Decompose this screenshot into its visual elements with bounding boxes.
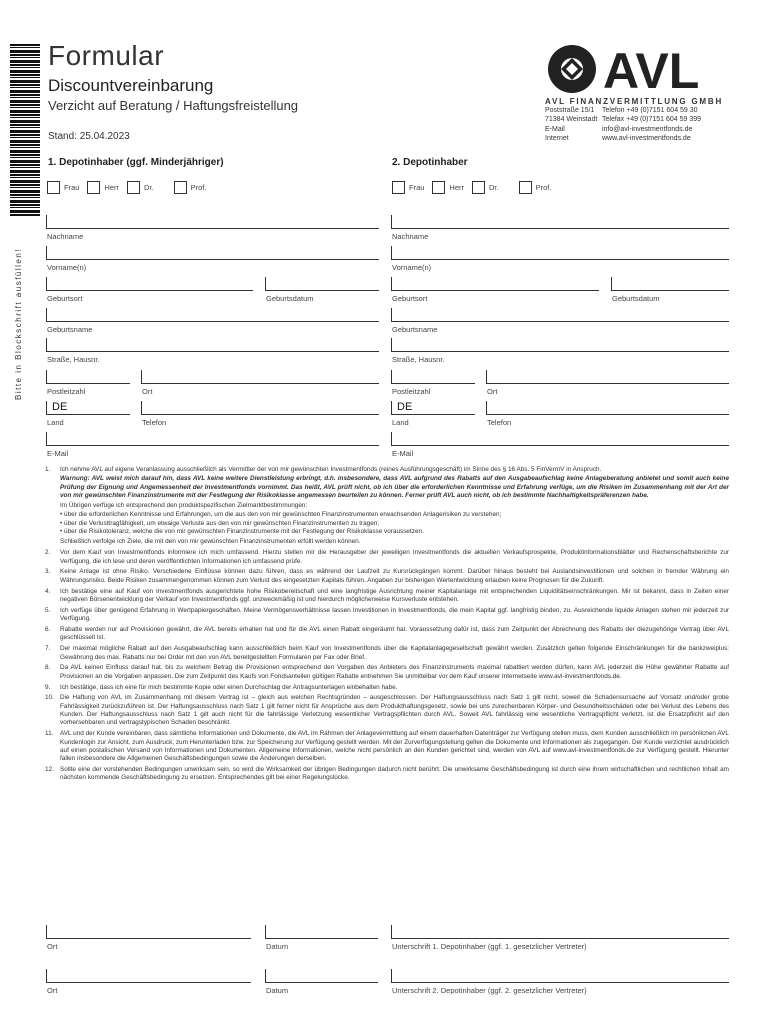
signature-datum-input-2[interactable] [265, 969, 378, 983]
field-label: E-Mail [47, 449, 69, 458]
form-date: Stand: 25.04.2023 [48, 131, 130, 142]
barcode [10, 44, 40, 216]
checkbox[interactable] [47, 181, 60, 194]
field-label: Geburtsort [47, 294, 83, 303]
term-item: 7. Der maximal mögliche Rabatt auf den Ausgabeaufschlag kann ausschließlich beim Kauf von Investmentfonds über die Kapitalanlagegesellschaft gewährt werden. Zusätzlich gelten folgende Einschränkungen für die bankzweiplus: Gewährung des max. Rabatts nur bei Order mit den von AVL bereitgestellten Formularen per Fax oder Brief. [45, 645, 729, 661]
field-label: Vorname(n) [392, 263, 432, 272]
checkbox[interactable] [432, 181, 445, 194]
term-item: 2. Vor dem Kauf von Investmentfonds informiere ich mich umfassend. Hierzu stellen mir die Herausgeber der jeweiligen Investmentfonds die aktuellen Verkaufsprospekte, Produktinformationsblätter und Rechenschaftsberichte zur Verfügung, die ich lese und deren veröffentlichten Informationen ich umfassend prüfe. [45, 549, 729, 565]
geburtsort-input-1[interactable] [46, 277, 253, 291]
avl-logo [545, 42, 730, 96]
term-item: 1. Ich nehme AVL auf eigene Veranlassung ausschließlich als Vermittler der von mir gewünschten Investmentfonds (reines Ausführungsgeschäft) im Sinne des § 16 Abs. 5 FinVermV in Anspruch. Warnung: AVL weist mich darauf hin, dass AVL keine weitere Dienstleistung erbringt, d.h. insbesondere, dass AVL aufgrund des Rabatts auf den Ausgabeaufschlag keine Anlageberatung anbietet und somit auch keine Prüfung der Eignung und Angemessenheit der Investmentfonds vornimmt. Das heißt, AVL prüft nicht, ob ich über die erforderlichen Kenntnisse und Erfahrung verfüge, um die Risiken im Zusammenhang mit der Art der von mir gewünschten Finanzinstrumente mit der Festlegung der Risikoklasse angemessen beurteilen zu können. Ferner prüft AVL auch nicht, ob ich bestimmte Nachhaltigkeitspräferenzen habe. Im Übrigen verfüge ich entsprechend den produktspezifischen Zielmarktbestimmungen: • über die erforderlichen Kenntnisse und Erfahrungen, um die aus den von mir gewünschten Finanzinstrumenten erwachsenden Anlagerisiken zu verstehen; • über die Verlusttragfähigkeit, um etwaige Verluste aus den von mir gewünschten Finanzinstrumenten zu tragen; • über die Risikotoleranz, welche die von mir gewünschten Finanzinstrumente mit der Festlegung der Risikoklasse voraussetzen. Schließlich verfolge ich Ziele, die mit den von mir gewünschten Finanzinstrumenten erfüllt werden können. [45, 466, 729, 547]
geburtsdatum-input-1[interactable] [265, 277, 379, 291]
term-item: 12. Sollte eine der vorstehenden Bedingungen unwirksam sein, so wird die Wirksamkeit der übrigen Bedingungen dadurch nicht berührt. Die unwirksame Geschäftsbedingung ist durch eine ihrem wirtschaftlichen und rechtlichen Inhalt am nächsten kommende Geschäftsbedingung zu ersetzen. Entsprechendes gilt bei einer Regelungslücke. [45, 766, 729, 782]
vorname-input-1[interactable] [46, 246, 379, 260]
salutation-group-1 [47, 181, 214, 194]
strasse-input-1[interactable] [46, 338, 379, 352]
term-text: Die Haftung von AVL im Zusammenhang mit diesem Vertrag ist – gleich aus welchen Rechtsgründen – ausgeschlossen. Der Haftungsausschluss nach Satz 1 gilt nicht, soweit die Schadensursache auf Vorsatz und/oder grobe Fahrlässigkeit zurückzuführen ist. Der Haftungsausschluss nach Satz 1 gilt ferner nicht für Ansprüche aus dem Produkthaftungsgesetz, sowie bei uns zurechenbaren Körper- und Gesundheitsschäden oder bei Verlust des Lebens des Kunden. Der Haftungsausschluss nach Satz 1 gilt auch nicht für die fahrlässige Verletzung wesentlicher Vertragspflichten durch AVL. Soweit AVL fahrlässig eine wesentliche Vertragspflicht verletzt, ist die Ersatzpflicht auf den vorhersehbaren und vertragstypischen Schaden beschränkt. [60, 694, 729, 727]
geburtsdatum-input-2[interactable] [611, 277, 729, 291]
plz-input-2[interactable] [391, 370, 475, 384]
salutation-prof-2[interactable]: Prof. [519, 181, 552, 194]
salutation-frau-1[interactable]: Frau [47, 181, 79, 194]
ort-input-1[interactable] [141, 370, 379, 384]
term-bullet: • über die Verlusttragfähigkeit, um etwaige Verluste aus den von mir gewünschten Finanzinstrumenten zu tragen; [60, 520, 729, 528]
field-label: Ort [47, 986, 58, 995]
geburtsname-input-1[interactable] [46, 308, 379, 322]
ort-input-2[interactable] [486, 370, 729, 384]
address-value: Telefon +49 (0)7151 604 59 30 [602, 107, 698, 114]
land-value-1: DE [52, 401, 68, 413]
checkbox[interactable] [127, 181, 140, 194]
checkbox[interactable] [392, 181, 405, 194]
address-value: www.avl-investmentfonds.de [602, 135, 691, 143]
side-note: Bitte in Blockschrift ausfüllen! [14, 247, 23, 400]
geburtsort-input-2[interactable] [391, 277, 599, 291]
field-label: Geburtsort [392, 294, 428, 303]
field-label: E-Mail [392, 449, 414, 458]
address-label: Poststraße 15/1 [545, 107, 595, 114]
telefon-input-2[interactable] [486, 401, 729, 415]
signature-1-input[interactable] [391, 925, 729, 939]
nachname-input-1[interactable] [46, 215, 379, 229]
field-label: Unterschrift 1. Depotinhaber (ggf. 1. gesetzlicher Vertreter) [392, 942, 587, 951]
checkbox[interactable] [519, 181, 532, 194]
term-outro: Schließlich verfolge ich Ziele, die mit den von mir gewünschten Finanzinstrumenten erfüllt werden können. [60, 538, 361, 546]
strasse-input-2[interactable] [391, 338, 729, 352]
page-subtitle: Verzicht auf Beratung / Haftungsfreistellung [48, 98, 299, 113]
avl-logo-icon [548, 45, 596, 93]
field-label: Unterschrift 2. Depotinhaber (ggf. 2. gesetzlicher Vertreter) [392, 986, 587, 995]
field-label: Nachname [47, 232, 84, 241]
address-label: 71384 Weinstadt [545, 116, 598, 124]
salutation-herr-1[interactable]: Herr [87, 181, 119, 194]
term-warning: Warnung: AVL weist mich darauf hin, dass AVL keine weitere Dienstleistung erbringt, d.h. insbesondere, dass AVL aufgrund des Rabatts auf den Ausgabeaufschlag keine Anlageberatung anbietet und somit auch keine Prüfung der Eignung und Angemessenheit der Investmentfonds vornimmt. Das heißt, AVL prüft nicht, ob ich über die erforderlichen Kenntnisse und Erfahrung verfüge, um die Risiken im Zusammenhang mit der Art der von mir gewünschten Finanzinstrumente mit der Festlegung der Risikoklasse angemessen beurteilen zu können. Ferner prüft AVL auch nicht, ob ich bestimmte Nachhaltigkeitspräferenzen habe. [60, 475, 729, 499]
field-label: Land [392, 418, 409, 427]
checkbox[interactable] [472, 181, 485, 194]
signature-ort-input-1[interactable] [46, 925, 251, 939]
field-label: Straße, Hausnr. [47, 355, 100, 364]
field-label: Geburtsname [47, 325, 93, 334]
address-label: E-Mail [545, 125, 565, 133]
field-label: Geburtsdatum [612, 294, 660, 303]
salutation-dr-2[interactable]: Dr. [472, 181, 499, 194]
term-item: 9. Ich bestätige, dass ich eine für mich bestimmte Kopie oder einen Durchschlag der Antragsunterlagen einbehalten habe. [45, 684, 729, 692]
term-item: 6. Rabatte werden nur auf Provisionen gewährt, die AVL bereits erhalten hat und für die AVL einen Rabatt eingeräumt hat. Voraussetzung dafür ist, dass zum Zeitpunkt der Abrechnung des Rabatts der diezugehörige Vertrag über AVL geschlüsselt ist. [45, 626, 729, 642]
address-label: Internet [545, 135, 569, 143]
telefon-input-1[interactable] [141, 401, 379, 415]
plz-input-1[interactable] [46, 370, 130, 384]
nachname-input-2[interactable] [391, 215, 729, 229]
term-text: Rabatte werden nur auf Provisionen gewährt, die AVL bereits erhalten hat und für die AVL einen Rabatt eingeräumt hat. Voraussetzung dafür ist, dass zum Zeitpunkt der Abrechnung des Rabatts der diezugehörige Vertrag über AVL geschlüsselt ist. [60, 626, 729, 642]
page-title: Discountvereinbarung [48, 76, 214, 95]
checkbox[interactable] [87, 181, 100, 194]
term-item: 8. Da AVL keinen Einfluss darauf hat, bis zu welchem Betrag die Provisionen entsprechend den Vorgaben des Anbieters des Finanzinstruments maximal rabattiert werden dürfen, kann AVL jederzeit die Höhe gewährter Rabatte auf Provisionen an die Vorgaben anpassen. Die zum Zeitpunkt des Kaufs von Fondsanteilen gültigen Rabatte entnehmen Sie unmittelbar vor dem Kauf unserer Internetseite www.avl-investmentfonds.de. [45, 664, 729, 680]
field-label: Datum [266, 942, 289, 951]
term-item: 5. Ich verfüge über genügend Erfahrung in Wertpapiergeschäften. Meine Vermögensverhältnisse lassen Investitionen in Investmentfonds, die mein Kapital ggf. langfristig binden, zu. Ausreichende liquide Anlagen stehen mir jederzeit zur Verfügung. [45, 606, 729, 623]
land-value-2: DE [397, 401, 413, 413]
field-label: Land [47, 418, 64, 427]
term-text: Keine Anlage ist ohne Risiko. Verschiedene Einflüsse können dazu führen, dass es während der Laufzeit zu Kursrückgängen kommt. Darüber hinaus besteht bei Auslandsinvestitionen und solchen in fremder Währung ein Währungsrisiko. Beide Risiken zusammengenommen können zum Verlust des eingesetzten Kapitals führen. Angaben zur bisherigen Wertentwicklung erlauben keine Prognosen für die Zukunft. [60, 568, 729, 584]
term-text: AVL und der Kunde vereinbaren, dass sämtliche Informationen und Dokumente, die AVL im Rahmen der Anlagevermittlung auf einem dauerhaften Datenträger zur Verfügung stellen muss, dem Kunden ausschließlich im persönlichen AVL Kundenlogin zur Ansicht, zum Ausdruck, zum Herunterladen bzw. zur Speicherung zur Verfügung gestellt werden. Mit der Zurverfügungstellung gelten die Dokumente und Informationen als zugegangen. Der Kunde verzichtet ausdrücklich auf einen postalischen Versand von Informationen und Dokumenten. Allgemeine Informationen, welche nicht persönlich an den Kunden gerichtet sind, werden von AVL auf www.avl-investmentfonds.de zur Verfügung gestellt. Hierunter fallen insbesondere die Allgemeinen Geschäftsbedingungen sowie die Änderungen derselben. [60, 730, 729, 763]
address-value: Telefax +49 (0)7151 604 59 399 [602, 116, 702, 124]
term-item: 3. Keine Anlage ist ohne Risiko. Verschiedene Einflüsse können dazu führen, dass es während der Laufzeit zu Kursrückgängen kommt. Darüber hinaus besteht bei Auslandsinvestitionen und solchen in fremder Währung ein Währungsrisiko. Beide Risiken zusammengenommen können zum Verlust des eingesetzten Kapitals führen. Angaben zur bisherigen Wertentwicklung erlauben keine Prognosen für die Zukunft. [45, 568, 729, 584]
signature-datum-input-1[interactable] [265, 925, 378, 939]
terms-list [45, 466, 729, 785]
salutation-group-2 [392, 181, 559, 194]
avl-logo-text: AVL [603, 43, 700, 96]
signature-ort-input-2[interactable] [46, 969, 251, 983]
field-label: Geburtsname [392, 325, 438, 334]
term-item: 10. Die Haftung von AVL im Zusammenhang mit diesem Vertrag ist – gleich aus welchen Rechtsgründen – ausgeschlossen. Der Haftungsausschluss nach Satz 1 gilt nicht, soweit die Schadensursache auf Vorsatz und/oder grobe Fahrlässigkeit zurückzuführen ist. Der Haftungsausschluss nach Satz 1 gilt ferner nicht für Ansprüche aus dem Produkthaftungsgesetz, sowie bei uns zurechenbaren Körper- und Gesundheitsschäden oder bei Verlust des Lebens des Kunden. Der Haftungsausschluss nach Satz 1 gilt auch nicht für die fahrlässige Verletzung wesentlicher Vertragspflichten durch AVL. Soweit AVL fahrlässig eine wesentliche Vertragspflicht verletzt, ist die Ersatzpflicht auf den vorhersehbaren und vertragstypischen Schaden beschränkt. [45, 694, 729, 727]
term-intro: Im Übrigen verfüge ich entsprechend den produktspezifischen Zielmarktbestimmungen: [60, 502, 308, 510]
term-text: Sollte eine der vorstehenden Bedingungen unwirksam sein, so wird die Wirksamkeit der übrigen Bedingungen dadurch nicht berührt. Die unwirksame Geschäftsbedingung ist durch eine ihrem wirtschaftlichen und rechtlichen Inhalt am nächsten kommende Geschäftsbedingung zu ersetzen. Entsprechendes gilt bei einer Regelungslücke. [60, 766, 729, 782]
salutation-dr-1[interactable]: Dr. [127, 181, 154, 194]
salutation-frau-2[interactable]: Frau [392, 181, 424, 194]
section-2-title: 2. Depotinhaber [392, 157, 468, 168]
form-label: Formular [48, 40, 165, 71]
term-text: Ich bestätige, dass ich eine für mich bestimmte Kopie oder einen Durchschlag der Antragsunterlagen einbehalten habe. [60, 683, 398, 691]
field-label: Ort [47, 942, 58, 951]
term-bullet: • über die erforderlichen Kenntnisse und Erfahrungen, um die aus den von mir gewünschten Finanzinstrumenten erwachsenden Anlagerisiken zu verstehen; [60, 511, 729, 519]
term-bullet: • über die Risikotoleranz, welche die von mir gewünschten Finanzinstrumente mit der Festlegung der Risikoklasse voraussetzen. [60, 528, 729, 536]
term-text: Der maximal mögliche Rabatt auf den Ausgabeaufschlag kann ausschließlich beim Kauf von Investmentfonds über die Kapitalanlagegesellschaft gewährt werden. Zusätzlich gelten folgende Einschränkungen für die bankzweiplus: Gewährung des max. Rabatts nur bei Order mit den von AVL bereitgestellten Formularen per Fax oder Brief. [60, 645, 729, 661]
term-item: 11. AVL und der Kunde vereinbaren, dass sämtliche Informationen und Dokumente, die AVL im Rahmen der Anlagevermittlung auf einem dauerhaften Datenträger zur Verfügung stellen muss, dem Kunden ausschließlich im persönlichen AVL Kundenlogin zur Ansicht, zum Ausdruck, zum Herunterladen bzw. zur Speicherung zur Verfügung gestellt werden. Mit der Zurverfügungstellung gelten die Dokumente und Informationen als zugegangen. Der Kunde verzichtet ausdrücklich auf einen postalischen Versand von Informationen und Dokumenten. Allgemeine Informationen, welche nicht persönlich an den Kunden gerichtet sind, werden von AVL auf www.avl-investmentfonds.de zur Verfügung gestellt. Hierunter fallen insbesondere die Allgemeinen Geschäftsbedingungen sowie die Änderungen derselben. [45, 730, 729, 763]
salutation-prof-1[interactable]: Prof. [174, 181, 207, 194]
checkbox[interactable] [174, 181, 187, 194]
email-input-2[interactable] [391, 432, 729, 446]
term-text: Vor dem Kauf von Investmentfonds informiere ich mich umfassend. Hierzu stellen mir die Herausgeber der jeweiligen Investmentfonds die aktuellen Verkaufsprospekte, Produktinformationsblätter und Rechenschaftsberichte zur Verfügung, die ich lese und deren veröffentlichten Informationen ich umfassend prüfe. [60, 549, 729, 565]
field-label: Ort [142, 387, 153, 396]
field-label: Straße, Hausnr. [392, 355, 445, 364]
field-label: Vorname(n) [47, 263, 87, 272]
term-item: 4. Ich bestätige eine auf Kauf von Investmentfonds ausgerichtete hohe Risikobereitschaft und eine langfristige Ausrichtung meiner Kapitalanlage mit entsprechenden Liquiditätseinschränkungen. Mir ist bekannt, dass in Zeiten einer negativen Börsenentwicklung der Verkauf von Investmentfonds ggf. unzweckmäßig ist und hierdurch möglicherweise Kursverluste entstehen. [45, 587, 729, 603]
section-1-title: 1. Depotinhaber (ggf. Minderjähriger) [48, 157, 224, 168]
field-label: Telefon [487, 418, 512, 427]
term-text: Ich bestätige eine auf Kauf von Investmentfonds ausgerichtete hohe Risikobereitschaft und eine langfristige Ausrichtung meiner Kapitalanlage mit entsprechenden Liquiditätseinschränkungen. Mir ist bekannt, dass in Zeiten einer negativen Börsenentwicklung der Verkauf von Investmentfonds ggf. unzweckmäßig ist und hierdurch möglicherweise Kursverluste entstehen. [60, 587, 729, 603]
field-label: Ort [487, 387, 498, 396]
vorname-input-2[interactable] [391, 246, 729, 260]
field-label: Geburtsdatum [266, 294, 314, 303]
company-name: AVL FINANZVERMITTLUNG GMBH [545, 97, 724, 106]
email-input-1[interactable] [46, 432, 379, 446]
field-label: Postleitzahl [47, 387, 86, 396]
field-label: Postleitzahl [392, 387, 431, 396]
geburtsname-input-2[interactable] [391, 308, 729, 322]
term-text: Da AVL keinen Einfluss darauf hat, bis zu welchem Betrag die Provisionen entsprechend den Vorgaben des Anbieters des Finanzinstruments maximal rabattiert werden dürfen, kann AVL jederzeit die Höhe gewährter Rabatte auf Provisionen an die Vorgaben anpassen. Die zum Zeitpunkt des Kaufs von Fondsanteilen gültigen Rabatte entnehmen Sie unmittelbar vor dem Kauf unserer Internetseite www.avl-investmentfonds.de. [60, 664, 729, 680]
signature-2-input[interactable] [391, 969, 729, 983]
company-address [545, 106, 701, 144]
term-text: Ich verfüge über genügend Erfahrung in Wertpapiergeschäften. Meine Vermögensverhältnisse lassen Investitionen in Investmentfonds, die mein Kapital ggf. langfristig binden, zu. Ausreichende liquide Anlagen stehen mir jederzeit zur Verfügung. [60, 606, 729, 623]
term-bullets [60, 511, 729, 536]
field-label: Nachname [392, 232, 429, 241]
address-value: info@avl-investmentfonds.de [602, 125, 693, 133]
salutation-herr-2[interactable]: Herr [432, 181, 464, 194]
field-label: Telefon [142, 418, 167, 427]
field-label: Datum [266, 986, 289, 995]
term-text: Ich nehme AVL auf eigene Veranlassung ausschließlich als Vermittler der von mir gewünschten Investmentfonds (reines Ausführungsgeschäft) im Sinne des § 16 Abs. 5 FinVermV in Anspruch. [60, 466, 602, 473]
